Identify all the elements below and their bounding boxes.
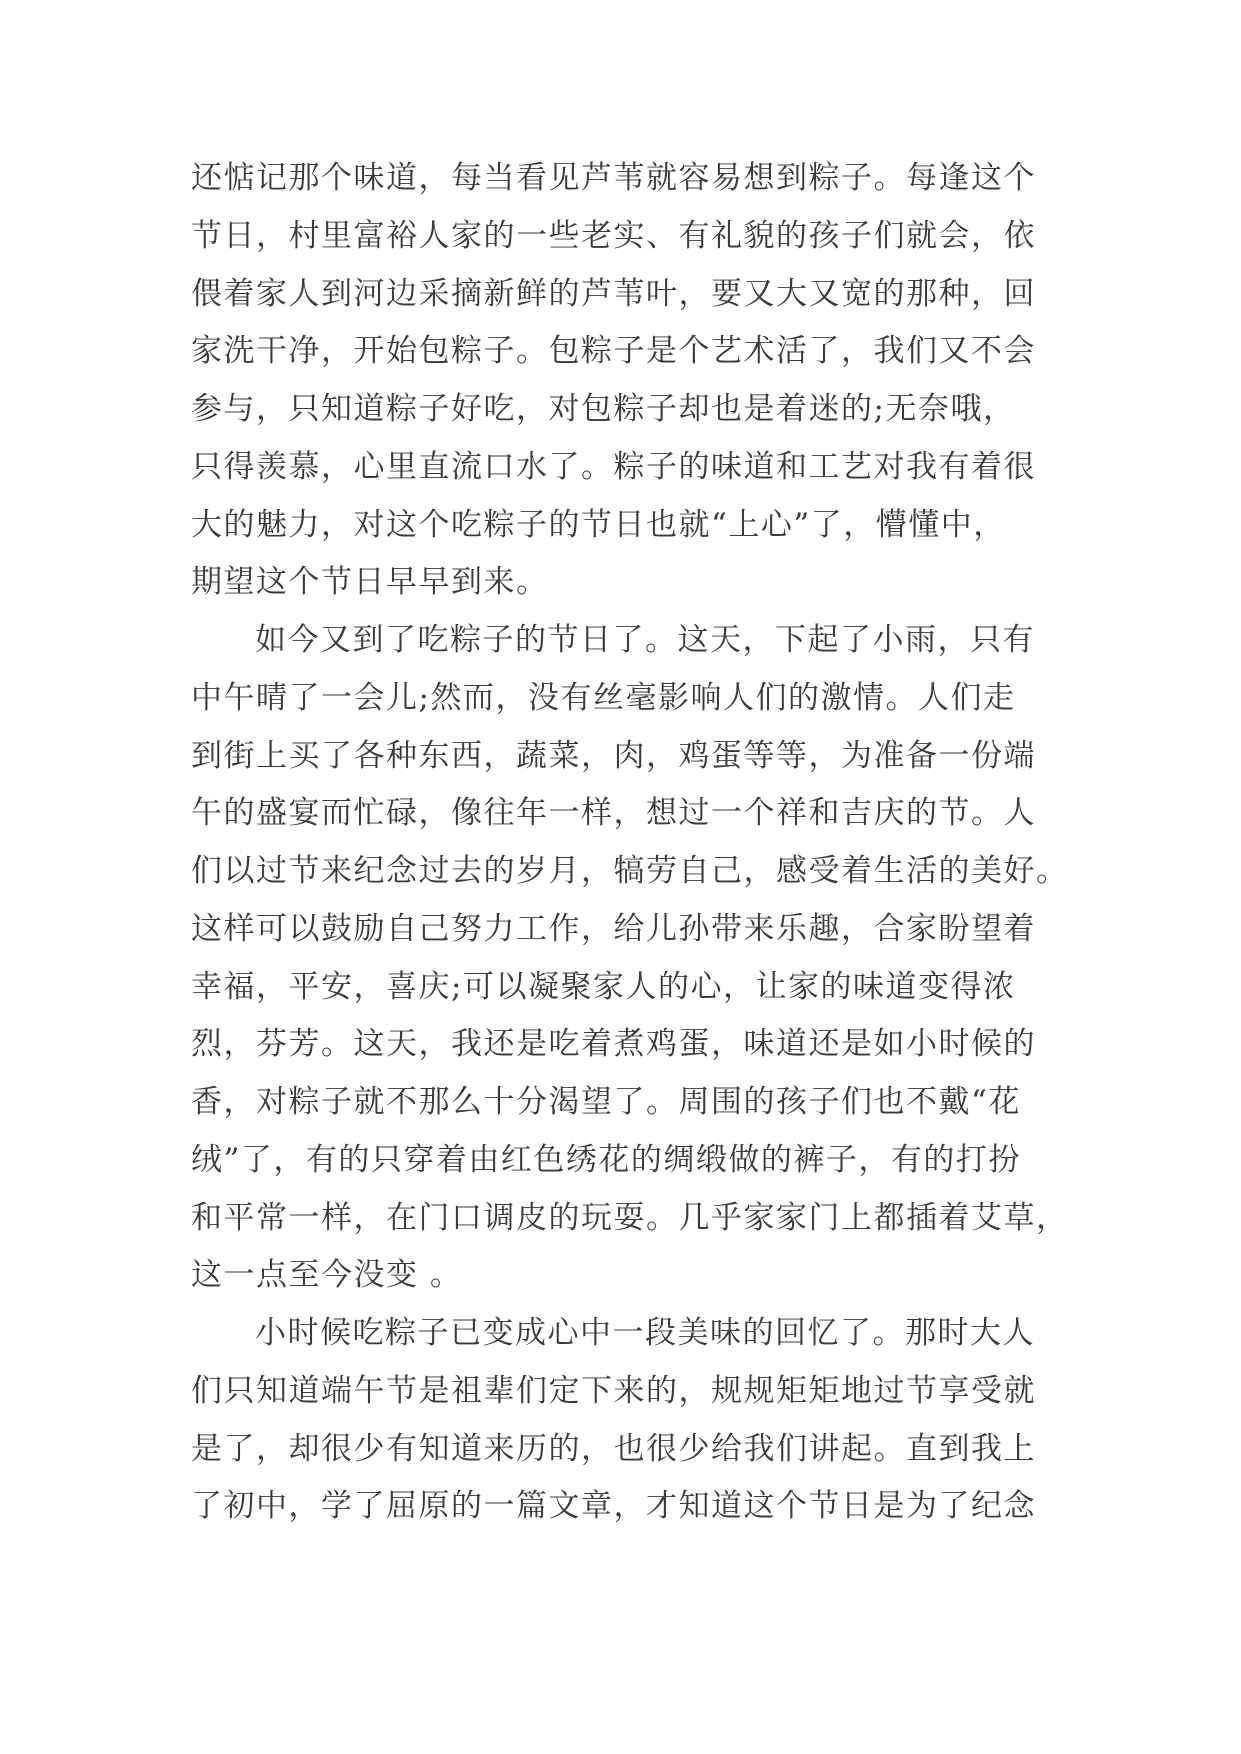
paragraph-2-line-10: 绒”了，有的只穿着由红色绣花的绸缎做的裤子，有的打扮 <box>191 1141 1021 1178</box>
paragraph-3-line-3: 是了，却很少有知道来历的，也很少给我们讲起。直到我上 <box>191 1430 1036 1467</box>
paragraph-1-line-5: 参与，只知道粽子好吃，对包粽子却也是着迷的;无奈哦， <box>191 391 1016 427</box>
paragraph-2-line-6: 这样可以鼓励自己努力工作，给儿孙带来乐趣，合家盼望着 <box>191 910 1036 947</box>
paragraph-1-line-7: 大的魅力，对这个吃粽子的节日也就“上心”了，懵懂中， <box>191 506 1006 543</box>
paragraph-2-line-9: 香，对粽子就不那么十分渴望了。周围的孩子们也不戴“花 <box>191 1084 1021 1120</box>
paragraph-2-line-3: 到街上买了各种东西，蔬菜，肉，鸡蛋等等，为准备一份端 <box>191 737 1036 774</box>
body-text <box>191 150 1071 1536</box>
paragraph-1-line-2: 节日，村里富裕人家的一些老实、有礼貌的孩子们就会，依 <box>191 217 1036 254</box>
paragraph-2-line-4: 午的盛宴而忙碌，像往年一样，想过一个祥和吉庆的节。人 <box>191 795 1036 832</box>
paragraph-1-line-4: 家洗干净，开始包粽子。包粽子是个艺术活了，我们又不会 <box>191 333 1036 370</box>
paragraph-3-line-2: 们只知道端午节是祖辈们定下来的，规规矩矩地过节享受就 <box>191 1372 1036 1409</box>
paragraph-2-line-8: 烈，芬芳。这天，我还是吃着煮鸡蛋，味道还是如小时候的 <box>191 1026 1036 1063</box>
paragraph-2-line-11: 和平常一样，在门口调皮的玩耍。几乎家家门上都插着艾草， <box>191 1199 1069 1236</box>
paragraph-3-line-1: 小时候吃粽子已变成心中一段美味的回忆了。那时大人 <box>255 1315 1035 1351</box>
paragraph-1-line-6: 只得羡慕，心里直流口水了。粽子的味道和工艺对我有着很 <box>191 448 1036 485</box>
paragraph-2-line-1: 如今又到了吃粽子的节日了。这天，下起了小雨，只有 <box>255 622 1035 658</box>
paragraph-3-line-4: 了初中，学了屈原的一篇文章，才知道这个节日是为了纪念 <box>191 1488 1036 1525</box>
paragraph-2-line-7: 幸福，平安，喜庆;可以凝聚家人的心，让家的味道变得浓 <box>191 968 1016 1005</box>
paragraph-2-line-12: 这一点至今没变 。 <box>191 1257 463 1294</box>
paragraph-1-line-8: 期望这个节日早早到来。 <box>191 564 549 601</box>
paragraph-2-line-2: 中午晴了一会儿;然而，没有丝毫影响人们的激情。人们走 <box>191 679 1016 716</box>
paragraph-1-line-1: 还惦记那个味道，每当看见芦苇就容易想到粽子。每逢这个 <box>191 160 1036 196</box>
paragraph-2-line-5: 们以过节来纪念过去的岁月，犒劳自己，感受着生活的美好。 <box>191 853 1069 889</box>
paragraph-1-line-3: 偎着家人到河边采摘新鲜的芦苇叶，要又大又宽的那种，回 <box>191 275 1036 312</box>
